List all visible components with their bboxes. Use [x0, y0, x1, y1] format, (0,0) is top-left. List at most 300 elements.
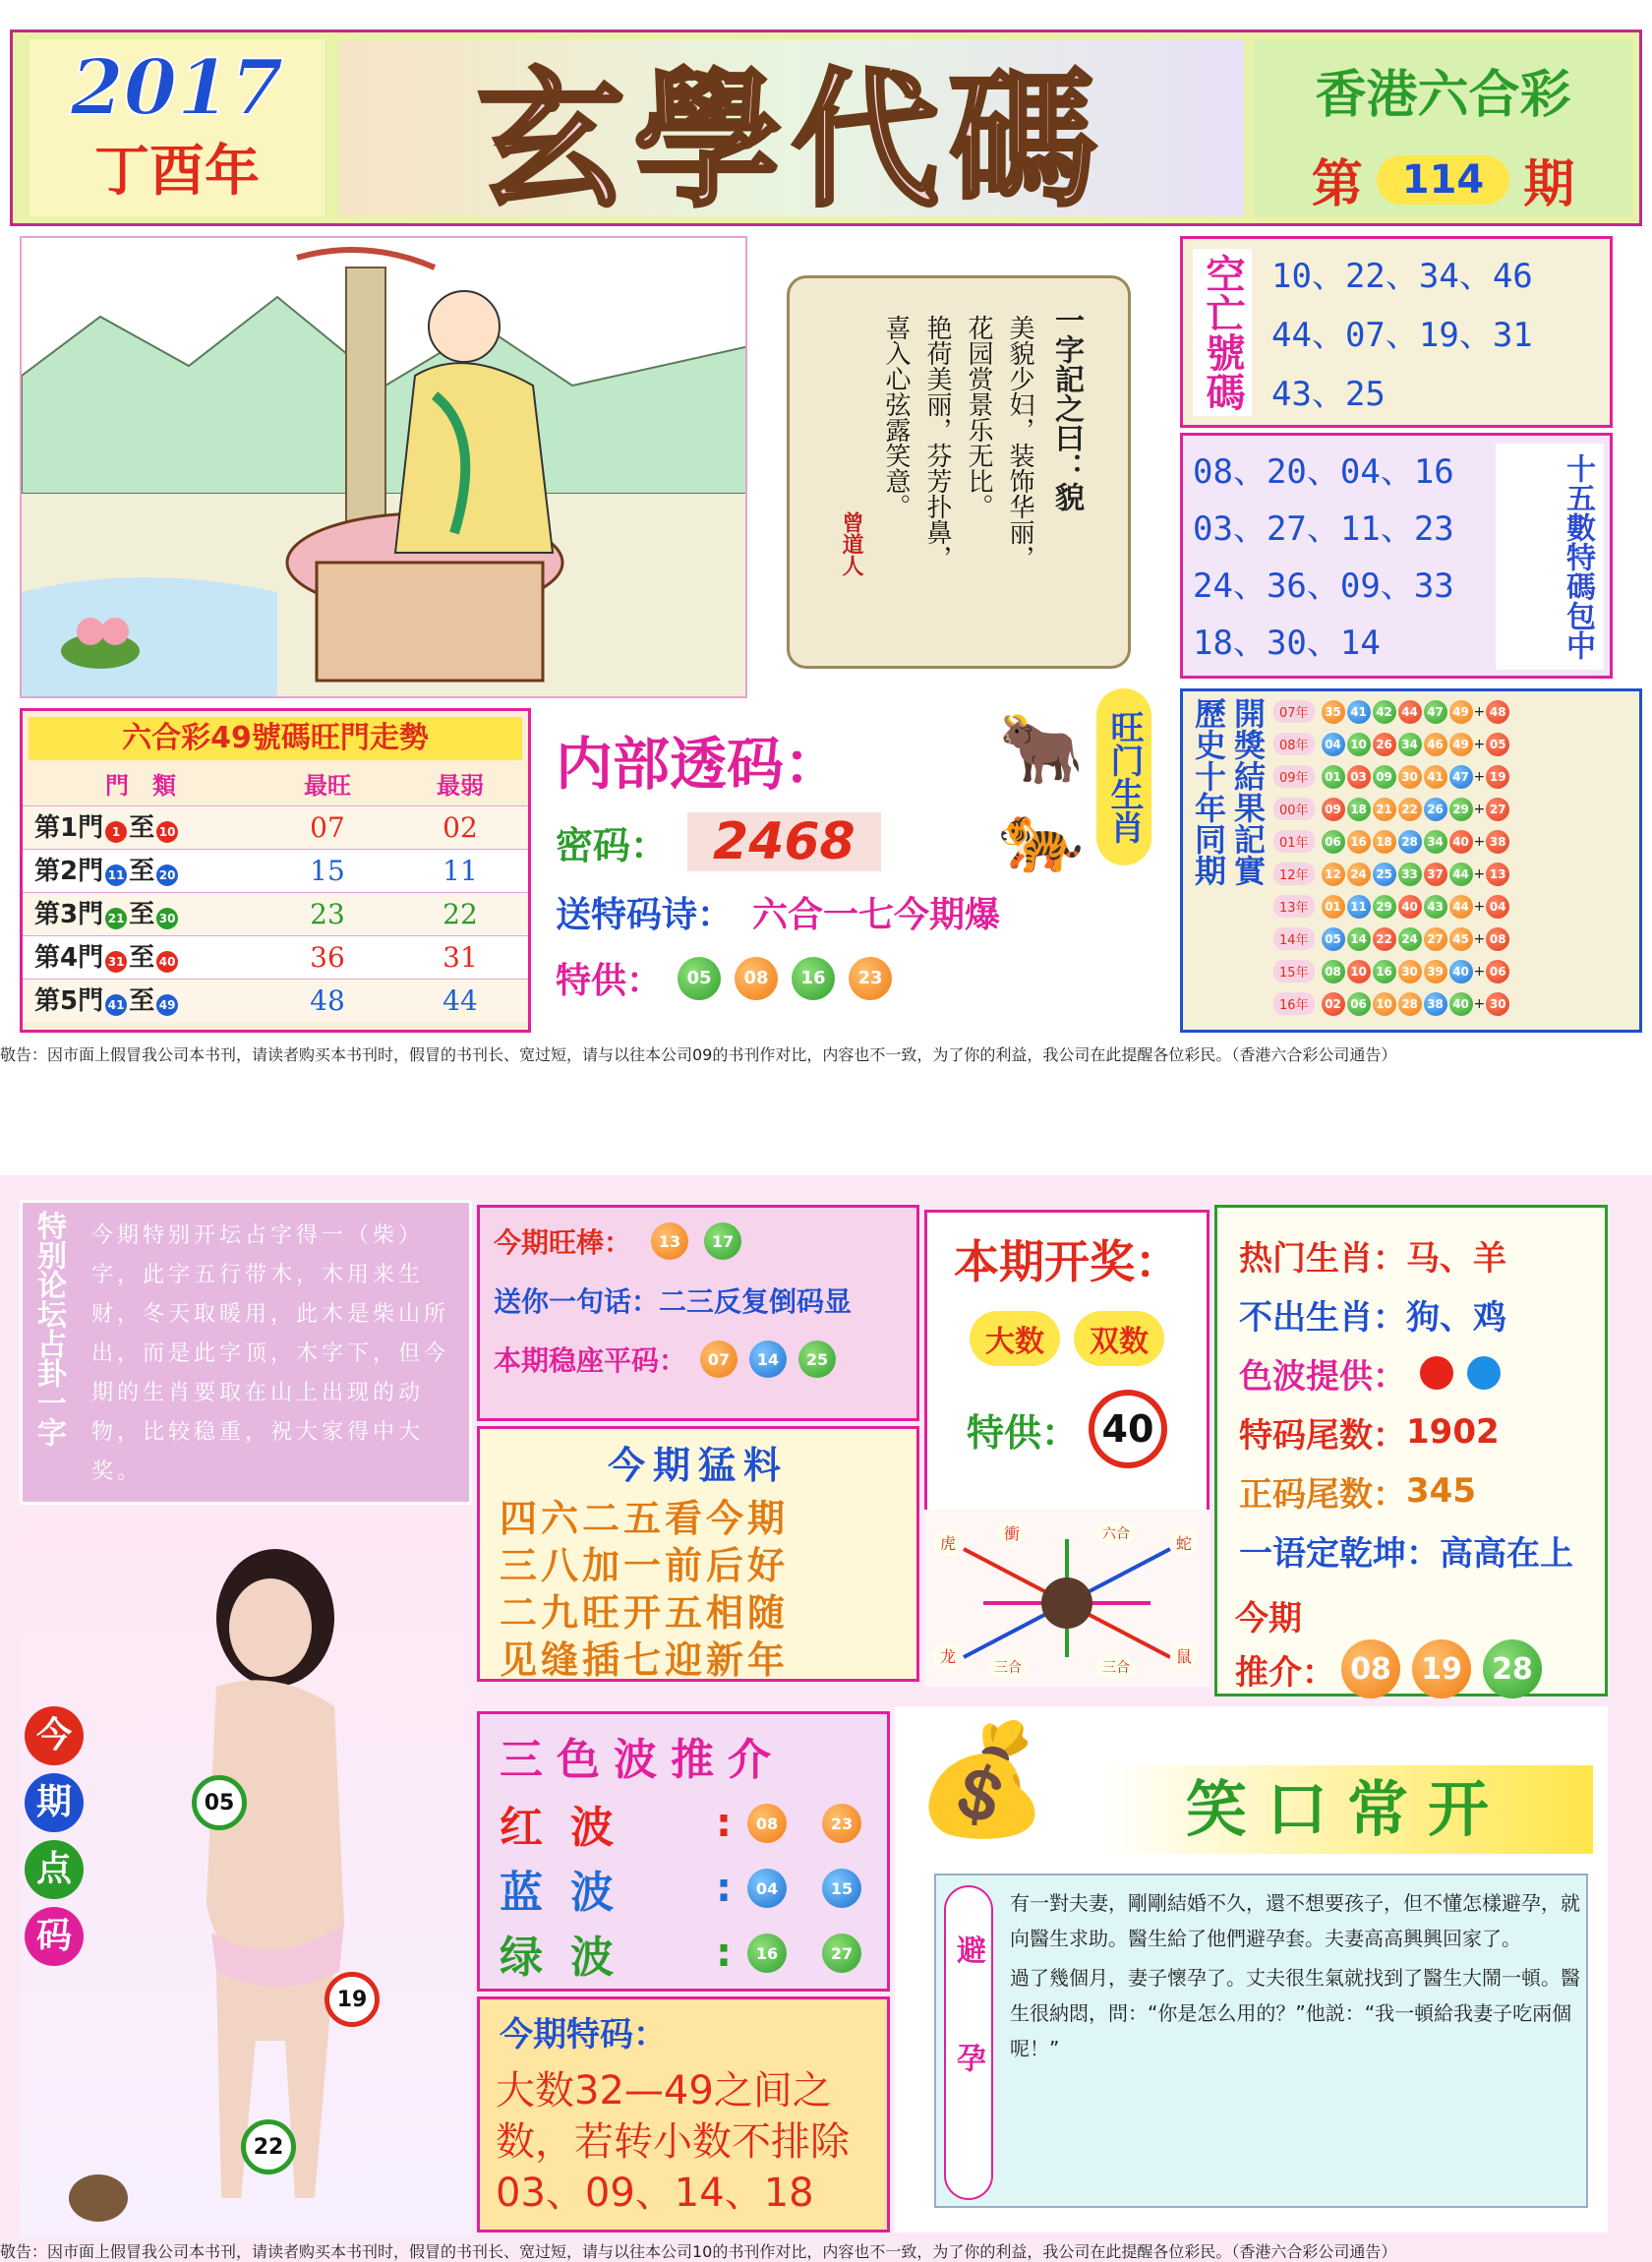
history-ball: 44: [1449, 863, 1473, 886]
recommend-ball: 28: [1483, 1639, 1542, 1698]
money-bag-icon: 💰: [914, 1716, 1049, 1842]
history-ball: 34: [1424, 830, 1447, 854]
hot-label: 特码尾数：: [1239, 1415, 1406, 1456]
door-to-ball: 30: [156, 908, 178, 929]
door-name: 第4門: [34, 943, 104, 973]
history-row: [1273, 793, 1639, 825]
notice-bar-2: 敬告：因市面上假冒我公司本书刊，请读者购买本书刊时，假冒的书刊长、宽过短，请与以往本公司10的书刊作对比，内容也不一致，为了你的利益，我公司在此提醒各位彩民。（香港六合彩公司通告）: [0, 2242, 1397, 2261]
history-ball: 40: [1398, 895, 1422, 919]
history-ball: 26: [1373, 733, 1396, 756]
doors-row: [23, 805, 528, 849]
doors-row: [23, 892, 528, 935]
door-from-ball: 1: [105, 821, 127, 843]
poem-line: 艳荷美丽，芬芳扑鼻，: [922, 315, 952, 570]
phrase-value: 二三反复倒码显: [659, 1285, 853, 1318]
zodiac-diagram: [924, 1510, 1210, 1687]
empty-numbers-box: [1180, 236, 1613, 428]
history-ball: 40: [1449, 960, 1473, 983]
history-row: [1273, 825, 1639, 858]
history-ball: 09: [1322, 798, 1345, 821]
steady-label: 本期稳座平码：: [494, 1344, 687, 1377]
wave-label: 红波: [500, 1803, 641, 1853]
history-ball: 49: [1449, 733, 1473, 756]
history-ball: 18: [1347, 798, 1371, 821]
doors-row: [23, 849, 528, 892]
special-ball: 23: [849, 957, 892, 1000]
history-year: 08年: [1273, 733, 1315, 755]
forum-text: 今期特别开坛占字得一（柴）字，此字五行带木，木用来生财，冬天取暖用，此木是柴山所出，而是此字顶，木字下，但今期的生肖要取在山上出现的动物，比较稳重，祝大家得中大奖。: [91, 1223, 450, 1484]
history-ball: 06: [1322, 830, 1345, 854]
history-ball: 42: [1373, 700, 1396, 724]
pick-ball: 19: [324, 1972, 380, 2027]
password-label: 密码：: [556, 823, 669, 867]
special-code-heading: 今期特码：: [500, 2015, 667, 2054]
wave-ball: 08: [747, 1804, 787, 1843]
history-ball: 41: [1347, 700, 1371, 724]
hot-value: 345: [1406, 1471, 1476, 1511]
wave-ball: 15: [822, 1869, 861, 1908]
door-best: 07: [310, 811, 345, 844]
fierce-line: 见缝插七迎新年: [500, 1638, 790, 1682]
draw-panel: [924, 1210, 1210, 1515]
door-worst: 22: [442, 898, 478, 930]
hot-row: [1239, 1520, 1605, 1579]
page-two: [0, 1175, 1652, 2262]
wave-ball: 27: [822, 1934, 861, 1973]
poem-line: 喜入心弦露笑意。: [881, 315, 911, 519]
doors-row-label: [23, 936, 259, 979]
year-block: [30, 39, 324, 216]
doors-title: 六合彩49號碼旺門走勢: [29, 717, 522, 760]
fierce-line: 二九旺开五相随: [500, 1591, 790, 1635]
history-ball: 28: [1398, 830, 1422, 854]
wave-row: [500, 1791, 887, 1856]
photo-panel: [20, 1510, 472, 2237]
history-ball: 47: [1424, 700, 1447, 724]
empty-numbers-label: 空亡號碼: [1193, 249, 1252, 416]
history-year: 07年: [1273, 700, 1315, 723]
picks-panel: [477, 1205, 919, 1421]
special-code-text: 大数32—49之间之数，若转小数不排除03、09、14、18: [496, 2068, 850, 2216]
history-ball: 30: [1398, 960, 1422, 983]
year-label: 2017: [70, 43, 284, 133]
special-label: 特供：: [556, 961, 663, 1001]
zodiac-tag: 鼠: [1170, 1642, 1198, 1669]
joke-side-label: 避孕: [944, 1885, 993, 2200]
door-from-ball: 11: [105, 864, 127, 886]
empty-row: 44、07、19、31: [1271, 316, 1533, 355]
pick-label-0: 今: [25, 1706, 84, 1765]
history-special-ball: 13: [1486, 863, 1509, 886]
door-to-ball: 49: [156, 994, 178, 1016]
hot-row: [1239, 1284, 1605, 1343]
wave-label: 绿波: [500, 1933, 641, 1983]
doors-row: [23, 979, 528, 1022]
poem-value: 六合一七今期爆: [752, 895, 1001, 935]
history-ball: 02: [1322, 992, 1345, 1016]
doors-row: [23, 935, 528, 979]
history-ball: 37: [1424, 863, 1447, 886]
door-best: 48: [310, 984, 345, 1017]
wave-ball: 23: [822, 1804, 861, 1843]
hot-row: [1239, 1461, 1605, 1520]
zodiac-label: 旺门生肖: [1096, 688, 1151, 865]
joke-paragraph: 過了幾個月，妻子懷孕了。丈夫很生氣就找到了醫生大鬧一頓。醫生很納悶，問：“你是怎么用的？”他説：“我一頓給我妻子吃兩個呢！”: [1010, 1966, 1580, 2060]
door-from-ball: 21: [105, 908, 127, 929]
scroll-seal: 曾道人: [839, 511, 863, 576]
history-row: [1273, 987, 1639, 1020]
joke-body-box: [934, 1874, 1588, 2208]
internal-heading: 内部透码：: [556, 731, 842, 798]
history-ball: 44: [1398, 700, 1422, 724]
history-row: [1273, 728, 1639, 760]
fifteen-numbers-box: [1180, 433, 1613, 679]
hot-row: [1239, 1343, 1605, 1402]
draw-special-line: [927, 1390, 1207, 1468]
history-ball: 10: [1347, 733, 1371, 756]
zodiac-tag: 三合: [988, 1655, 1028, 1679]
door-from-ball: 41: [105, 994, 127, 1016]
history-ball: 12: [1322, 863, 1345, 886]
history-year: 12年: [1273, 863, 1315, 885]
history-special-ball: 19: [1486, 765, 1509, 789]
history-ball: 18: [1373, 830, 1396, 854]
history-ball: 26: [1424, 798, 1447, 821]
fifteen-row: 08、20、04、16: [1193, 452, 1454, 492]
fierce-line: 三八加一前后好: [500, 1544, 790, 1587]
draw-special-ball: 40: [1089, 1390, 1167, 1468]
doors-row-label: [23, 850, 259, 892]
hot-rows: [1239, 1225, 1605, 1579]
door-best: 36: [310, 941, 345, 974]
door-name: 第1門: [34, 813, 104, 843]
history-ball: 24: [1347, 863, 1371, 886]
door-to-ball: 40: [156, 951, 178, 973]
history-special-ball: 08: [1486, 927, 1509, 951]
history-ball: 39: [1424, 960, 1447, 983]
empty-row: 43、25: [1271, 375, 1386, 414]
doors-header: [23, 766, 528, 805]
history-ball: 11: [1347, 895, 1371, 919]
door-connector: 至: [129, 900, 155, 929]
joke-paragraph: 有一對夫妻，剛剛結婚不久，還不想要孩子，但不懂怎樣避孕，就向醫生求助。醫生給了他們避孕套。夫妻高高興興回家了。: [1010, 1891, 1580, 1950]
history-ball: 43: [1424, 895, 1447, 919]
history-plus: +: [1473, 703, 1486, 720]
brand-name: 香港六合彩: [1315, 66, 1571, 125]
history-ball: 22: [1398, 798, 1422, 821]
history-ball: 04: [1322, 733, 1345, 756]
door-worst: 11: [442, 855, 478, 887]
pick-label-1: 期: [25, 1773, 84, 1832]
history-ball: 28: [1398, 992, 1422, 1016]
doors-table-panel: [20, 708, 531, 1033]
doors-row-label: [23, 980, 259, 1022]
history-row: [1273, 923, 1639, 955]
joke-panel: [895, 1706, 1608, 2232]
history-ball: 14: [1347, 927, 1371, 951]
poem-line: 美貌少妇，装饰华丽，: [1005, 315, 1034, 570]
model-figure: [20, 1510, 472, 2237]
door-best: 15: [310, 855, 345, 887]
history-year: 13年: [1273, 895, 1315, 918]
wave-row: [500, 1856, 887, 1921]
history-ball: 16: [1347, 830, 1371, 854]
history-ball: 47: [1449, 765, 1473, 789]
issue-suffix: 期: [1523, 155, 1575, 214]
history-plus: +: [1473, 898, 1486, 915]
zodiac-tag: 龙: [934, 1642, 962, 1669]
forum-panel: [20, 1200, 472, 1505]
history-plus: +: [1473, 865, 1486, 882]
history-rows: [1273, 695, 1639, 1020]
history-year: 15年: [1273, 960, 1315, 982]
hot-label: 一语定乾坤：: [1239, 1533, 1440, 1574]
special-code-panel: [477, 1996, 890, 2232]
door-to-ball: 20: [156, 864, 178, 886]
history-ball: 01: [1322, 895, 1345, 919]
hot-row: [1239, 1402, 1605, 1461]
hot-value: 1902: [1406, 1412, 1500, 1452]
history-year: 14年: [1273, 927, 1315, 950]
history-ball: 29: [1449, 798, 1473, 821]
pick-label-2: 点: [25, 1840, 84, 1899]
history-plus: +: [1473, 930, 1486, 947]
draw-tag: 大数: [970, 1311, 1060, 1366]
doors-row-label: [23, 893, 259, 935]
history-ball: 16: [1373, 960, 1396, 983]
page-one: [0, 10, 1652, 1092]
wave-ball: 04: [747, 1869, 787, 1908]
poem-line-block: [556, 887, 1165, 937]
history-ball: 29: [1373, 895, 1396, 919]
joke-text: [1010, 1885, 1580, 2066]
special-ball: 16: [792, 957, 835, 1000]
issue-prefix: 第: [1311, 155, 1363, 214]
door-worst: 44: [442, 984, 478, 1017]
fierce-panel: [477, 1426, 919, 1682]
history-ball: 38: [1424, 992, 1447, 1016]
recommend-line: [1235, 1639, 1548, 1698]
history-row: [1273, 760, 1639, 793]
tiger-icon: 🐅: [998, 797, 1085, 877]
recommend-b: 推介：: [1235, 1652, 1335, 1693]
history-ball: 21: [1373, 798, 1396, 821]
hot-value: 马、羊: [1406, 1238, 1506, 1279]
doors-rows: [23, 805, 528, 1022]
history-ball: 24: [1398, 927, 1422, 951]
hot-row: [1239, 1225, 1605, 1284]
zodiac-arrows: [924, 1510, 1210, 1687]
history-panel: [1180, 688, 1642, 1033]
history-ball: 45: [1449, 927, 1473, 951]
history-special-ball: 30: [1486, 992, 1509, 1016]
scroll-poem: [875, 315, 1040, 590]
door-worst: 31: [442, 941, 478, 974]
scroll-panel: [747, 236, 1180, 698]
top-ball: 17: [704, 1222, 741, 1260]
top-label: 今期旺棒：: [494, 1226, 632, 1259]
history-ball: 25: [1373, 863, 1396, 886]
door-best: 23: [310, 898, 345, 930]
phrase-line: [494, 1280, 916, 1320]
doors-row-label: [23, 806, 259, 849]
door-connector: 至: [129, 857, 155, 886]
ox-icon: 🐂: [998, 708, 1085, 789]
history-ball: 44: [1449, 895, 1473, 919]
scholar-illustration: [22, 238, 747, 698]
history-ball: 34: [1398, 733, 1422, 756]
internal-code-panel: [536, 708, 1165, 1033]
poem-line: 花园赏景乐无比。: [964, 315, 993, 519]
waves-heading: 三色波推介: [500, 1735, 785, 1785]
issue-number: 114: [1377, 155, 1510, 205]
hot-label: 色波提供：: [1239, 1356, 1406, 1397]
fierce-heading: 今期猛料: [607, 1444, 789, 1487]
wave-row: [500, 1921, 887, 1986]
history-plus: +: [1473, 995, 1486, 1012]
door-name: 第2門: [34, 857, 104, 886]
password-value: 2468: [687, 812, 881, 871]
page-title: 玄學代碼: [476, 54, 1106, 227]
history-ball: 10: [1373, 992, 1396, 1016]
wave-colon: :: [716, 1931, 732, 1976]
recommend-block: [1235, 1591, 1548, 1698]
hot-label: 不出生肖：: [1239, 1297, 1406, 1338]
fifteen-row: 03、27、11、23: [1193, 509, 1454, 549]
fierce-line: 四六二五看今期: [500, 1497, 790, 1540]
notice-bar: 敬告：因市面上假冒我公司本书刊，请读者购买本书刊时，假冒的书刊长、宽过短，请与以往本公司09的书刊作对比，内容也不一致，为了你的利益，我公司在此提醒各位彩民。（香港六合彩公司通告）: [0, 1045, 1397, 1064]
illustration-panel: [20, 236, 747, 698]
hot-label: 热门生肖：: [1239, 1238, 1406, 1279]
history-plus: +: [1473, 768, 1486, 785]
door-from-ball: 31: [105, 951, 127, 973]
door-name: 第3門: [34, 900, 104, 929]
empty-numbers-list: [1271, 247, 1533, 424]
poem-label: 送特码诗：: [556, 895, 734, 935]
fifteen-row: 18、30、14: [1193, 624, 1381, 663]
door-connector: 至: [129, 813, 155, 843]
history-ball: 41: [1424, 765, 1447, 789]
recommend-ball: 19: [1412, 1639, 1471, 1698]
year-sub: 丁酉年: [94, 140, 260, 204]
history-plus: +: [1473, 736, 1486, 752]
history-special-ball: 48: [1486, 700, 1509, 724]
zodiac-tag: 衝: [998, 1519, 1026, 1546]
history-ball: 22: [1373, 927, 1396, 951]
scroll-heading: 一字記之曰：貌: [1049, 305, 1084, 511]
zodiac-tag: 三合: [1096, 1655, 1136, 1679]
history-row: [1273, 955, 1639, 987]
fifteen-numbers-label: 十五數特碼包中: [1496, 444, 1604, 670]
hot-panel: [1214, 1205, 1608, 1696]
joke-title: 笑口常开: [1101, 1765, 1593, 1854]
hot-value: 狗、鸡: [1406, 1297, 1506, 1338]
steady-ball: 14: [749, 1340, 787, 1378]
wave-colon: :: [716, 1866, 732, 1911]
history-row: [1273, 858, 1639, 890]
pick-ball: 05: [192, 1775, 247, 1830]
draw-tag: 双数: [1074, 1311, 1164, 1366]
title-block: [339, 39, 1244, 227]
brand-block: [1254, 39, 1632, 216]
door-connector: 至: [129, 943, 155, 973]
history-year: 16年: [1273, 992, 1315, 1015]
history-plus: +: [1473, 833, 1486, 850]
wave-color-dot: [1467, 1356, 1501, 1390]
wave-colon: :: [716, 1801, 732, 1846]
history-ball: 35: [1322, 700, 1345, 724]
fierce-lines: [500, 1495, 916, 1684]
history-ball: 33: [1398, 863, 1422, 886]
history-year: 00年: [1273, 798, 1315, 820]
door-worst: 02: [442, 811, 478, 844]
history-ball: 05: [1322, 927, 1345, 951]
history-special-ball: 06: [1486, 960, 1509, 983]
pick-label-3: 码: [25, 1907, 84, 1966]
history-ball: 09: [1373, 765, 1396, 789]
recommend-ball: 08: [1341, 1639, 1400, 1698]
history-ball: 10: [1347, 960, 1371, 983]
hot-value: 高高在上: [1440, 1533, 1573, 1574]
history-label-b: 歷史十年同期: [1190, 697, 1227, 886]
empty-row: 10、22、34、46: [1271, 257, 1533, 296]
history-ball: 46: [1424, 733, 1447, 756]
steady-line: [494, 1339, 916, 1379]
history-label-a: 開獎結果記實: [1229, 697, 1267, 886]
history-ball: 49: [1449, 700, 1473, 724]
history-row: [1273, 695, 1639, 728]
history-special-ball: 04: [1486, 895, 1509, 919]
history-special-ball: 27: [1486, 798, 1509, 821]
draw-tags: [927, 1311, 1207, 1366]
phrase-label: 送你一句话：: [494, 1285, 660, 1318]
history-ball: 27: [1424, 927, 1447, 951]
doors-header-type: 門 類: [105, 772, 176, 800]
special-line: [556, 953, 1165, 1003]
fifteen-numbers-list: [1193, 444, 1454, 672]
history-ball: 03: [1347, 765, 1371, 789]
draw-special-label: 特供：: [966, 1410, 1079, 1455]
doors-header-best: 最旺: [304, 772, 351, 800]
history-ball: 06: [1347, 992, 1371, 1016]
wave-label: 蓝波: [500, 1868, 641, 1918]
issue-line: [1254, 143, 1632, 216]
wave-color-dot: [1420, 1356, 1453, 1390]
history-plus: +: [1473, 801, 1486, 817]
door-to-ball: 10: [156, 821, 178, 843]
special-ball: 08: [735, 957, 778, 1000]
history-year: 09年: [1273, 765, 1315, 788]
history-ball: 01: [1322, 765, 1345, 789]
history-plus: +: [1473, 963, 1486, 980]
history-year: 01年: [1273, 830, 1315, 853]
steady-ball: 07: [700, 1340, 738, 1378]
draw-heading: 本期开奖：: [954, 1235, 1180, 1288]
fifteen-row: 24、36、09、33: [1193, 566, 1454, 606]
forum-label: 特别论坛占卦一字: [31, 1211, 66, 1447]
special-ball: 05: [678, 957, 721, 1000]
wave-rows: [500, 1791, 887, 1986]
zodiac-tag: 虎: [934, 1529, 962, 1556]
zodiac-tag: 六合: [1096, 1521, 1136, 1545]
recommend-a: 今期: [1235, 1599, 1302, 1638]
history-ball: 40: [1449, 830, 1473, 854]
steady-ball: 25: [798, 1340, 836, 1378]
door-connector: 至: [129, 986, 155, 1016]
zodiac-tag: 蛇: [1170, 1529, 1198, 1556]
hot-label: 正码尾数：: [1239, 1474, 1406, 1515]
top-ball: 13: [651, 1222, 688, 1260]
